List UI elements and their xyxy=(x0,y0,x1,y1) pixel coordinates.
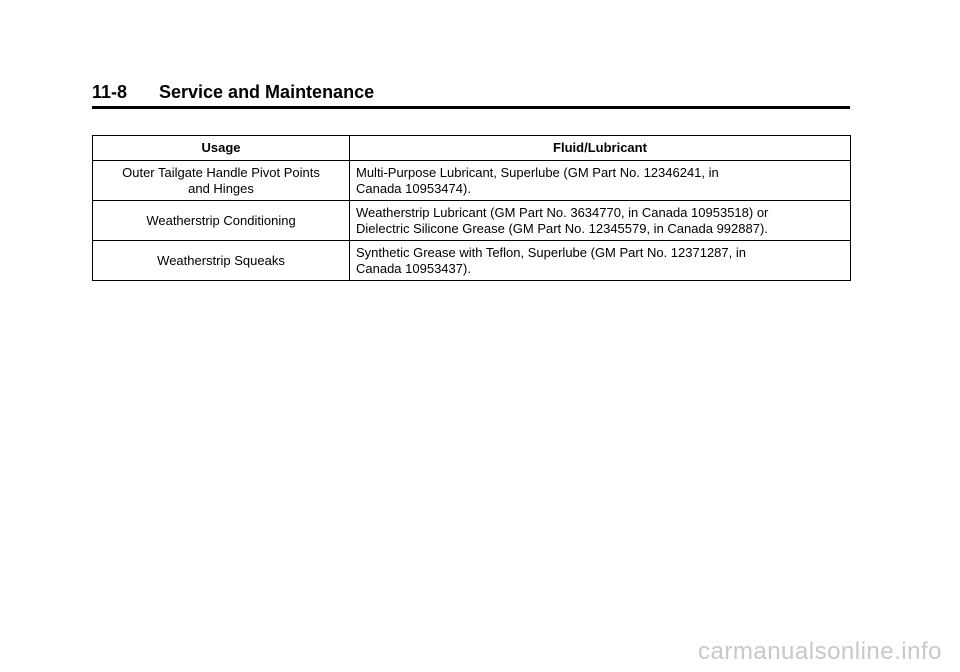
usage-text-line: Weatherstrip Squeaks xyxy=(157,252,285,268)
fluid-text-line: Synthetic Grease with Teflon, Superlube (GM Part No. 12371287, in xyxy=(356,244,746,260)
page-number: 11-8 xyxy=(92,82,128,102)
usage-text-line: Outer Tailgate Handle Pivot Points xyxy=(122,164,320,180)
usage-cell xyxy=(93,161,350,201)
usage-text-line: and Hinges xyxy=(188,180,254,196)
page-header xyxy=(92,80,850,109)
usage-cell xyxy=(93,241,350,281)
fluid-text-line: Canada 10953474). xyxy=(356,180,471,196)
column-header-usage: Usage xyxy=(93,136,350,161)
fluid-text-line: Dielectric Silicone Grease (GM Part No. 12345579, in Canada 992887). xyxy=(356,220,768,236)
watermark-text: carmanualsonline.info xyxy=(698,638,942,665)
table-header-row xyxy=(93,136,851,161)
table-row xyxy=(93,201,851,241)
table-row xyxy=(93,241,851,281)
usage-cell xyxy=(93,201,350,241)
fluid-text-line: Weatherstrip Lubricant (GM Part No. 3634770, in Canada 10953518) or xyxy=(356,204,769,220)
fluid-cell xyxy=(350,241,851,281)
fluid-text-line: Multi-Purpose Lubricant, Superlube (GM Part No. 12346241, in xyxy=(356,164,719,180)
section-title: Service and Maintenance xyxy=(159,82,375,102)
column-header-fluid: Fluid/Lubricant xyxy=(350,136,851,161)
fluid-cell xyxy=(350,161,851,201)
fluid-cell xyxy=(350,201,851,241)
fluid-text-line: Canada 10953437). xyxy=(356,260,471,276)
lubricant-table xyxy=(92,135,851,281)
usage-text-line: Weatherstrip Conditioning xyxy=(146,212,296,228)
table-row xyxy=(93,161,851,201)
